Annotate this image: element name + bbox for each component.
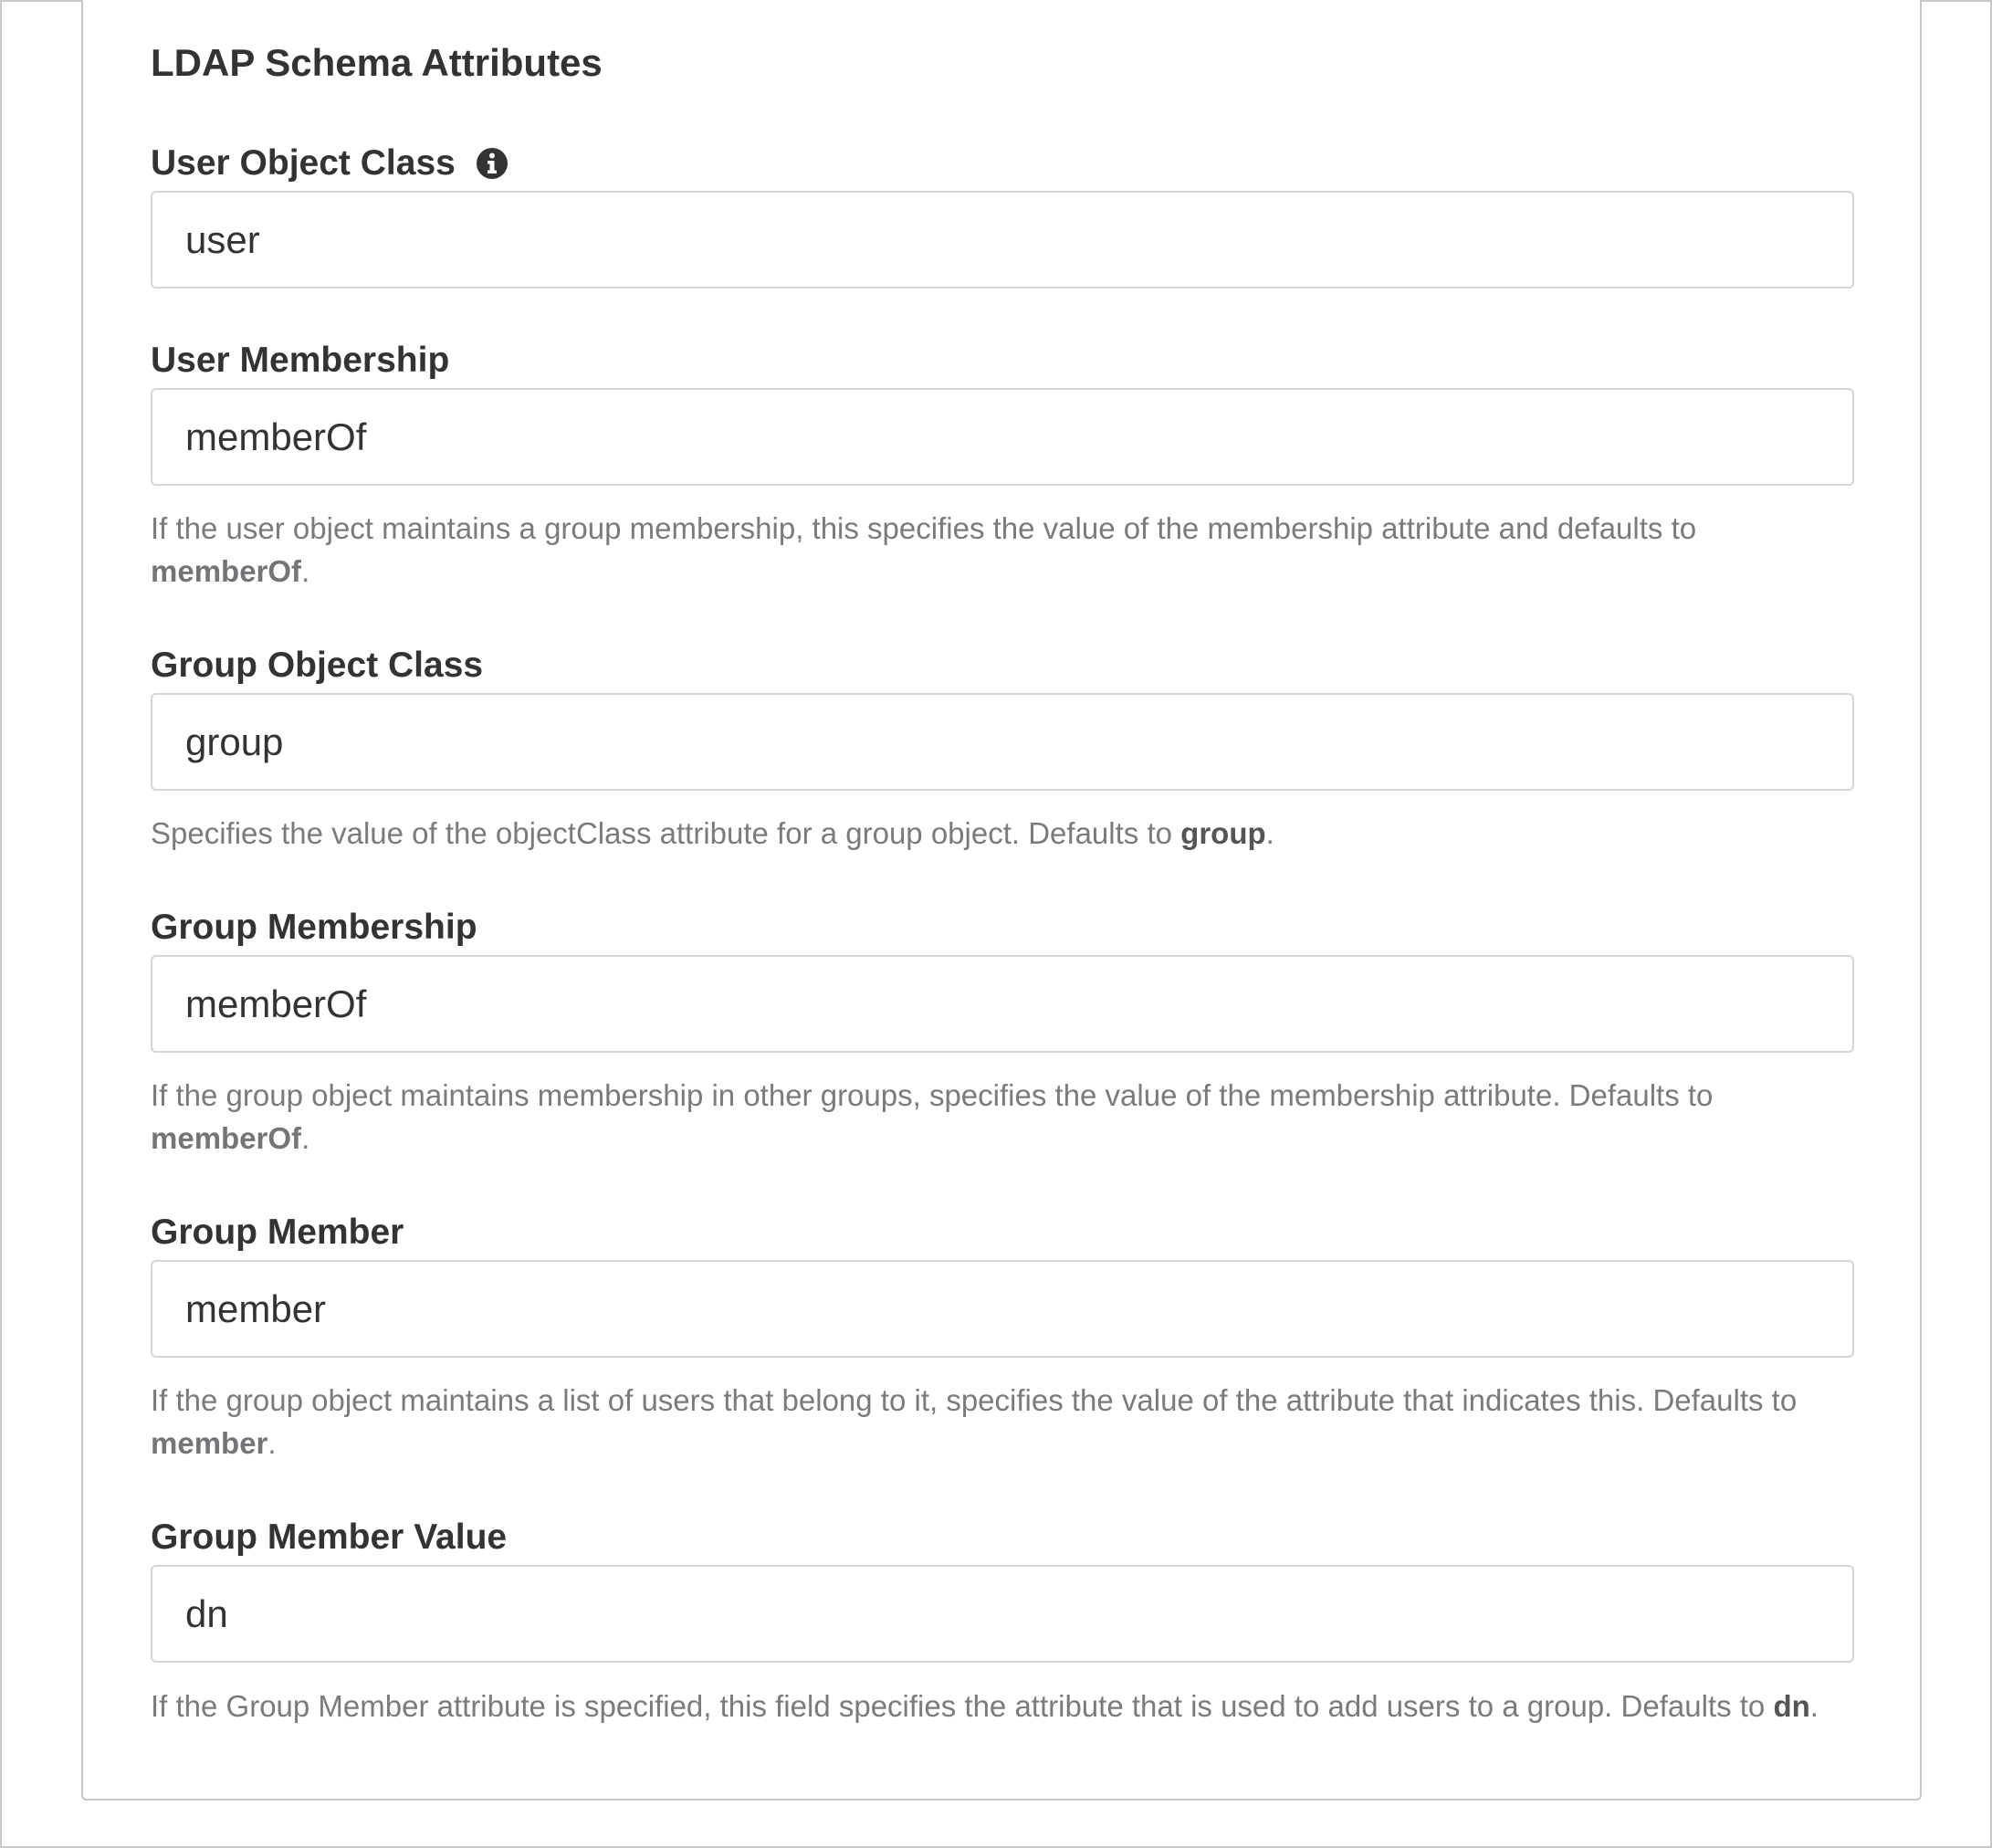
group-member-input[interactable] [151,1260,1854,1358]
field-user-object-class [151,142,1854,184]
group-membership-help-end: . [301,1121,310,1155]
group-member-value-label: Group Member Value [151,1517,508,1557]
group-membership-label: Group Membership [151,908,477,947]
group-membership-help-default: memberOf [151,1121,302,1155]
user-membership-input[interactable] [151,388,1854,486]
user-object-class-label: User Object Class [151,143,456,183]
ldap-schema-card [81,0,1922,1801]
group-member-help-end: . [267,1426,277,1460]
user-object-class-input[interactable] [151,191,1854,289]
user-membership-help-end: . [301,554,310,588]
field-group-membership [151,907,1854,1155]
group-member-help [151,1379,1854,1465]
user-membership-help [151,507,1854,593]
group-membership-help-text: If the group object maintains membership in other groups, specifies the value of the membership attribute. Defaults to [151,1078,1714,1112]
group-object-class-help [151,812,1854,855]
group-object-class-help-end: . [1265,816,1274,850]
field-group-member [151,1212,1854,1460]
group-member-value-help-text: If the Group Member attribute is specified, this field specifies the attribute that is used to add users to a group. Defaults to [151,1689,1766,1723]
group-member-label: Group Member [151,1213,404,1252]
group-member-value-help-default: dn [1773,1689,1810,1723]
group-membership-input[interactable] [151,955,1854,1053]
group-object-class-input[interactable] [151,693,1854,791]
field-user-membership [151,340,1854,588]
section-title: LDAP Schema Attributes [151,41,603,84]
user-membership-help-text: If the user object maintains a group membership, this specifies the value of the membership attribute and defaults to [151,511,1697,545]
group-member-help-default: member [151,1426,268,1460]
group-object-class-label: Group Object Class [151,646,484,685]
user-membership-label: User Membership [151,341,450,380]
field-group-object-class [151,645,1854,850]
field-group-member-value [151,1517,1854,1723]
group-member-value-help-end: . [1809,1689,1819,1723]
user-object-class-label-row [151,142,1854,184]
group-object-class-help-default: group [1180,816,1266,850]
group-member-help-text: If the group object maintains a list of users that belong to it, specifies the value of the attribute that indicates this. Defaults to [151,1383,1798,1417]
user-membership-help-default: memberOf [151,554,302,588]
group-membership-help [151,1074,1854,1160]
info-circle-icon[interactable] [476,147,508,180]
group-member-value-help [151,1685,1854,1727]
group-member-value-input[interactable] [151,1565,1854,1663]
group-object-class-help-text: Specifies the value of the objectClass attribute for a group object. Defaults to [151,816,1172,850]
